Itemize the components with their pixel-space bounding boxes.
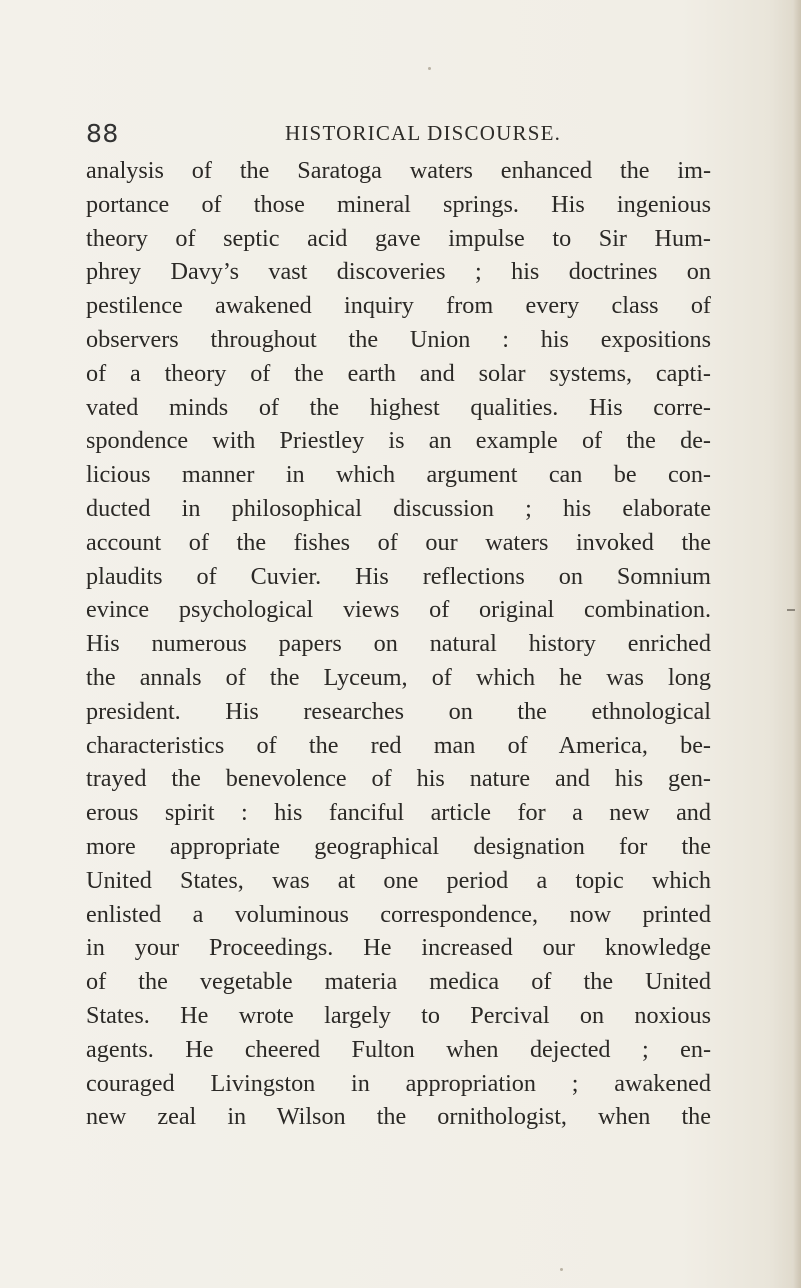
text-line: plaudits of Cuvier. His reflections on Somnium	[86, 562, 711, 590]
text-line: United States, was at one period a topic which	[86, 866, 711, 894]
text-line: in your Proceedings. He increased our knowledge	[86, 934, 711, 962]
paper-speck	[428, 67, 431, 70]
text-line: States. He wrote largely to Percival on noxious	[86, 1001, 711, 1029]
text-line: vated minds of the highest qualities. His corre-	[86, 393, 711, 421]
text-line: erous spirit : his fanciful article for a new and	[86, 799, 711, 827]
text-line: president. His researches on the ethnological	[86, 697, 711, 725]
text-line: observers throughout the Union : his expositions	[86, 325, 711, 353]
text-line: portance of those mineral springs. His ingenious	[86, 190, 711, 218]
text-line: the annals of the Lyceum, of which he was long	[86, 663, 711, 691]
text-line: licious manner in which argument can be con-	[86, 461, 711, 489]
page-number: 88	[86, 119, 119, 148]
text-line: characteristics of the red man of America, be-	[86, 731, 711, 759]
margin-mark	[787, 609, 795, 611]
text-line: spondence with Priestley is an example of the de-	[86, 427, 711, 455]
text-line: phrey Davy’s vast discoveries ; his doctrines on	[86, 258, 711, 286]
text-line: evince psychological views of original combination.	[86, 596, 711, 624]
page-edge-shadow	[793, 0, 801, 1288]
text-line: analysis of the Saratoga waters enhanced the im-	[86, 157, 711, 184]
text-line: account of the fishes of our waters invoked the	[86, 528, 711, 556]
text-line: trayed the benevolence of his nature and his gen-	[86, 765, 711, 793]
text-line: enlisted a voluminous correspondence, now printed	[86, 900, 711, 928]
text-line: of the vegetable materia medica of the United	[86, 968, 711, 996]
text-line: pestilence awakened inquiry from every class of	[86, 292, 711, 320]
text-line: more appropriate geographical designation for the	[86, 832, 711, 860]
paper-speck	[560, 1268, 563, 1271]
text-line: ducted in philosophical discussion ; his elaborate	[86, 494, 711, 522]
text-line: agents. He cheered Fulton when dejected ; en-	[86, 1035, 711, 1063]
page-header	[86, 119, 711, 149]
text-line: couraged Livingston in appropriation ; awakened	[86, 1069, 711, 1097]
body-text	[86, 154, 711, 1134]
text-line: theory of septic acid gave impulse to Sir Hum-	[86, 224, 711, 252]
text-line: His numerous papers on natural history enriched	[86, 630, 711, 658]
text-line: new zeal in Wilson the ornithologist, when the	[86, 1103, 711, 1131]
running-head: HISTORICAL DISCOURSE.	[285, 121, 562, 145]
text-line: of a theory of the earth and solar systems, capti-	[86, 359, 711, 387]
